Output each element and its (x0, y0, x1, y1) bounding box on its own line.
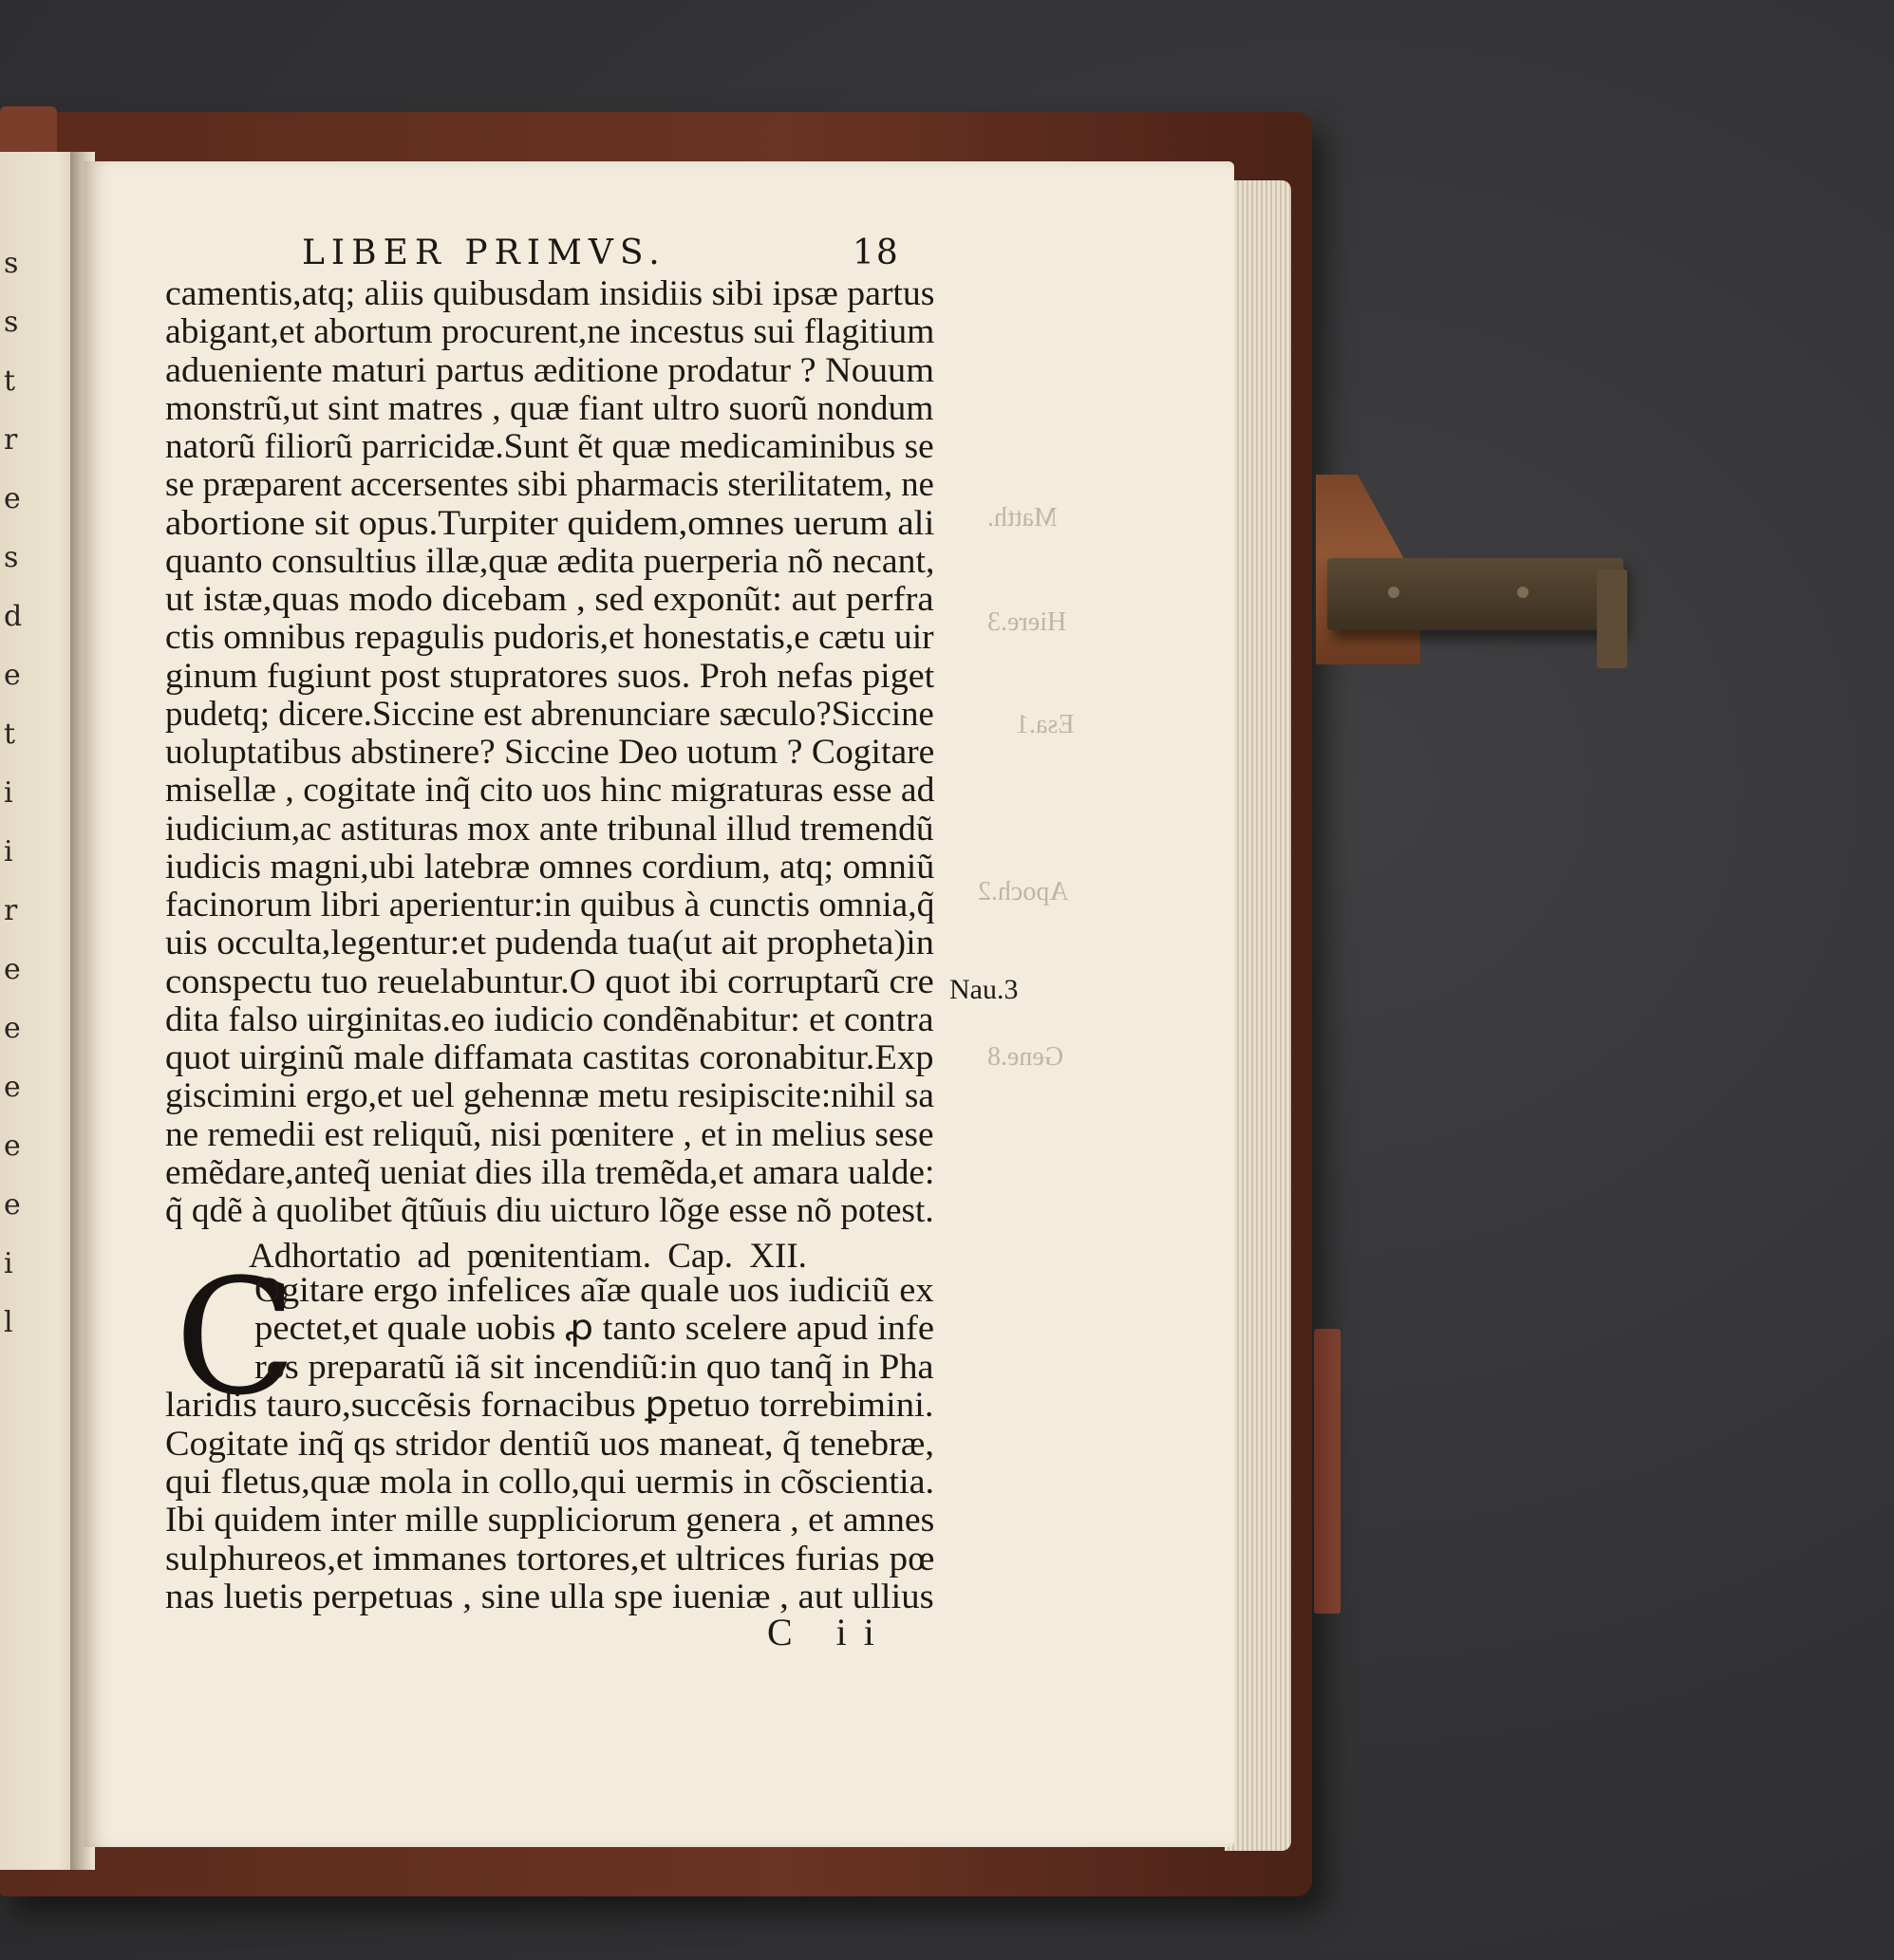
left-page-glyph: e (4, 953, 21, 986)
marginal-note: Nau.3 (949, 974, 1019, 1005)
text-line: pudetq; dicere.Siccine est abrenunciare sæculo?Siccine (165, 694, 934, 734)
text-line: uis occulta,legentur:et pudenda tua(ut ait propheta)in (165, 924, 934, 963)
text-line: ctis omnibus repagulis pudoris,et honestatis,e cætu uir (165, 618, 934, 658)
show-through-note: Matth. (987, 503, 1058, 532)
show-through-note: Gene.8 (987, 1042, 1064, 1072)
text-line: giscimini ergo,et uel gehennæ metu resipiscite:nihil sa (165, 1076, 934, 1116)
chapter-text-line: Ibi quidem inter mille suppliciorum genera , et amnes (165, 1501, 935, 1540)
left-page-glyph: e (4, 659, 21, 692)
left-page-glyph: i (4, 776, 13, 810)
text-line: dita falso uirginitas.eo iudicio condẽnabitur: et contra (165, 999, 934, 1039)
text-line: natorũ filiorũ parricidæ.Sunt ẽt quæ medicaminibus se (165, 427, 934, 466)
left-page-glyph: e (4, 482, 21, 515)
chapter-text-line: Cogitate inq̃ qs stridor dentiũ uos maneat, q̃ tenebræ, (165, 1424, 934, 1464)
left-page-glyph: t (4, 364, 16, 398)
chapter-text-line: laridis tauro,succẽsis fornacibus ꝑpetuo torrebimini. (165, 1386, 934, 1426)
text-line: adueniente maturi partus æditione prodatur ? Nouum (165, 350, 934, 390)
left-page-glyph: d (4, 600, 23, 633)
left-page-glyph: i (4, 1247, 13, 1280)
signature-mark: C ii (767, 1611, 891, 1653)
text-line: abortione sit opus.Turpiter quidem,omnes uerum ali (165, 503, 935, 543)
text-line: quanto consultius illæ,quæ ædita puerperia nõ necant, (165, 541, 935, 581)
text-line: emẽdare,anteq̃ ueniat dies illa tremẽda,et amara ualde: (165, 1152, 935, 1192)
show-through-note: Esa.1 (1016, 710, 1075, 739)
chapter-heading: Adhortatio ad pœnitentiam. Cap. XII. (249, 1237, 807, 1276)
left-page-glyph: e (4, 1188, 21, 1222)
text-line: abigant,et abortum procurent,ne incestus sui flagitium (165, 312, 935, 352)
text-line: ne remedii est reliquũ, nisi pœnitere , et in melius sese (165, 1114, 934, 1154)
drop-cap: C (175, 1244, 297, 1430)
page-edges (1225, 180, 1291, 1851)
left-page-glyph: r (4, 423, 18, 457)
show-through-note: Hiere.3 (987, 607, 1067, 637)
text-line: iudicis magni,ubi latebræ omnes cordium, atq; omniũ (165, 847, 935, 887)
left-page-glyph: e (4, 1012, 21, 1045)
left-page-glyph: e (4, 1071, 21, 1104)
show-through-note: Apoch.2 (978, 877, 1069, 906)
chapter-text-line: nas luetis perpetuas , sine ulla spe iueniæ , aut ullius (165, 1577, 934, 1617)
left-page-glyph: s (4, 306, 19, 339)
text-line: ginum fugiunt post stupratores suos. Proh nefas piget (165, 656, 935, 696)
left-page-glyph: e (4, 1129, 21, 1163)
chapter-text-line: Ogitare ergo infelices aĩæ quale uos iudiciũ ex (254, 1271, 934, 1310)
left-page-glyph: s (4, 541, 19, 574)
text-line: q̃ qdẽ à quolibet q̃tũuis diu uicturo lõge esse nõ potest. (165, 1191, 934, 1230)
left-page-glyph: s (4, 247, 19, 280)
text-line: se præparent accersentes sibi pharmacis sterilitatem, ne (165, 465, 934, 505)
text-line: conspectu tuo reuelabuntur.O quot ibi corruptarũ cre (165, 961, 934, 1001)
running-head-title: LIBER PRIMVS. (302, 233, 666, 272)
rivet (1388, 587, 1399, 598)
left-page-glyph: i (4, 835, 13, 868)
left-page-glyph: r (4, 894, 18, 927)
chapter-text-line: ros preparatũ iã sit incendiũ:in quo tanq̃ in Pha (254, 1347, 934, 1387)
chapter-text-line: sulphureos,et immanes tortores,et ultrices furias pœ (165, 1539, 935, 1578)
clasp-strap (1327, 558, 1623, 630)
left-page-glyph: l (4, 1306, 13, 1339)
text-line: misellæ , cogitate inq̃ cito uos hinc migraturas esse ad (165, 771, 935, 811)
text-line: ut istæ,quas modo dicebam , sed exponũt: aut perfra (165, 580, 934, 619)
chapter-text-line: qui fletus,quæ mola in collo,qui uermis in cõscientia. (165, 1463, 935, 1502)
rivet (1517, 587, 1528, 598)
lower-clasp-strap (1314, 1329, 1341, 1614)
left-page-glyph: t (4, 718, 16, 751)
text-line: iudicium,ac astituras mox ante tribunal illud tremendũ (165, 809, 934, 849)
folio-number: 18 (853, 233, 900, 272)
chapter-text-line: pectet,et quale uobis ꝓ tanto scelere apud infe (254, 1309, 935, 1349)
text-line: facinorum libri aperientur:in quibus à cunctis omnia,q̃ (165, 886, 935, 924)
text-line: uoluptatibus abstinere? Siccine Deo uotum ? Cogitare (165, 733, 935, 772)
text-line: camentis,atq; aliis quibusdam insidiis sibi ipsæ partus (165, 274, 935, 313)
text-line: quot uirginũ male diffamata castitas coronabitur.Exp (165, 1038, 934, 1077)
text-line: monstrũ,ut sint matres , quæ fiant ultro suorũ nondum (165, 388, 934, 428)
clasp-hook (1597, 569, 1627, 668)
